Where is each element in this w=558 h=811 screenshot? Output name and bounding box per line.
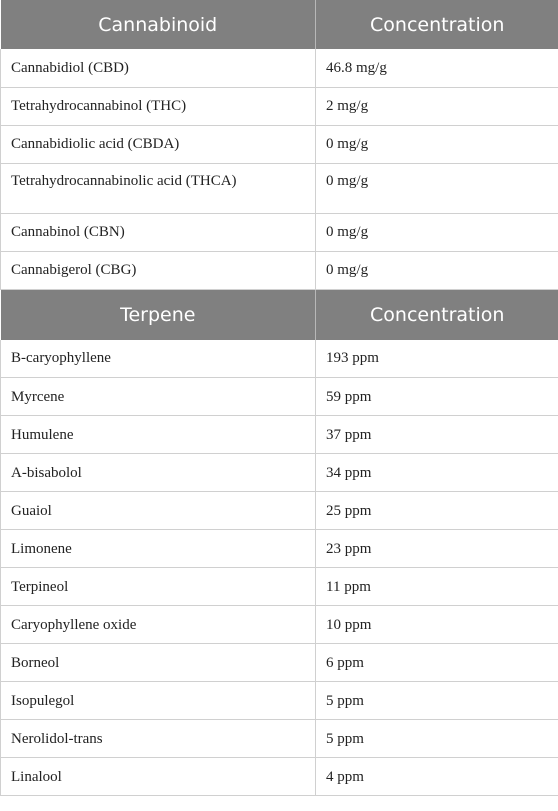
terpene-name: Myrcene (1, 378, 316, 416)
cannabinoid-name: Tetrahydrocannabinolic acid (THCA) (1, 163, 316, 213)
cannabinoid-name: Cannabidiolic acid (CBDA) (1, 125, 316, 163)
table-row (1, 340, 558, 378)
table-row (1, 416, 558, 454)
table-row (1, 568, 558, 606)
table-row (1, 682, 558, 720)
column-header-terpene: Terpene (1, 289, 316, 340)
cannabinoid-concentration: 46.8 mg/g (316, 49, 558, 87)
table-row (1, 378, 558, 416)
cannabinoid-name: Tetrahydrocannabinol (THC) (1, 87, 316, 125)
terpene-name: Linalool (1, 758, 316, 796)
terpene-concentration: 6 ppm (316, 644, 558, 682)
terpene-name: Isopulegol (1, 682, 316, 720)
terpene-name: B-caryophyllene (1, 340, 316, 378)
terpene-concentration: 5 ppm (316, 720, 558, 758)
terpene-concentration: 37 ppm (316, 416, 558, 454)
column-header-cannabinoid: Cannabinoid (1, 0, 316, 49)
cannabinoid-header-row (1, 0, 558, 49)
terpene-name: Humulene (1, 416, 316, 454)
terpene-concentration: 10 ppm (316, 606, 558, 644)
cannabinoid-name: Cannabigerol (CBG) (1, 251, 316, 289)
table-row (1, 87, 558, 125)
column-header-concentration: Concentration (316, 289, 558, 340)
table-row (1, 454, 558, 492)
terpene-concentration: 59 ppm (316, 378, 558, 416)
table-row (1, 720, 558, 758)
terpene-concentration: 5 ppm (316, 682, 558, 720)
table-row (1, 492, 558, 530)
terpene-name: Borneol (1, 644, 316, 682)
cannabinoid-concentration: 0 mg/g (316, 125, 558, 163)
table-row (1, 49, 558, 87)
cannabinoid-name: Cannabidiol (CBD) (1, 49, 316, 87)
terpene-name: A-bisabolol (1, 454, 316, 492)
cannabinoid-name: Cannabinol (CBN) (1, 213, 316, 251)
cannabinoid-concentration: 2 mg/g (316, 87, 558, 125)
cannabinoid-concentration: 0 mg/g (316, 213, 558, 251)
terpene-concentration: 34 ppm (316, 454, 558, 492)
cannabinoid-concentration: 0 mg/g (316, 251, 558, 289)
table-row (1, 644, 558, 682)
table-row (1, 163, 558, 213)
table-row (1, 530, 558, 568)
cannabinoid-concentration: 0 mg/g (316, 163, 558, 213)
table-row (1, 606, 558, 644)
terpene-concentration: 4 ppm (316, 758, 558, 796)
terpene-header-row (1, 289, 558, 340)
table-row (1, 758, 558, 796)
terpene-name: Terpineol (1, 568, 316, 606)
terpene-name: Guaiol (1, 492, 316, 530)
table-row (1, 213, 558, 251)
terpene-concentration: 23 ppm (316, 530, 558, 568)
terpene-concentration: 25 ppm (316, 492, 558, 530)
terpene-name: Nerolidol-trans (1, 720, 316, 758)
column-header-concentration: Concentration (316, 0, 558, 49)
terpene-concentration: 193 ppm (316, 340, 558, 378)
table-row (1, 251, 558, 289)
terpene-concentration: 11 ppm (316, 568, 558, 606)
terpene-name: Limonene (1, 530, 316, 568)
table-row (1, 125, 558, 163)
terpene-name: Caryophyllene oxide (1, 606, 316, 644)
